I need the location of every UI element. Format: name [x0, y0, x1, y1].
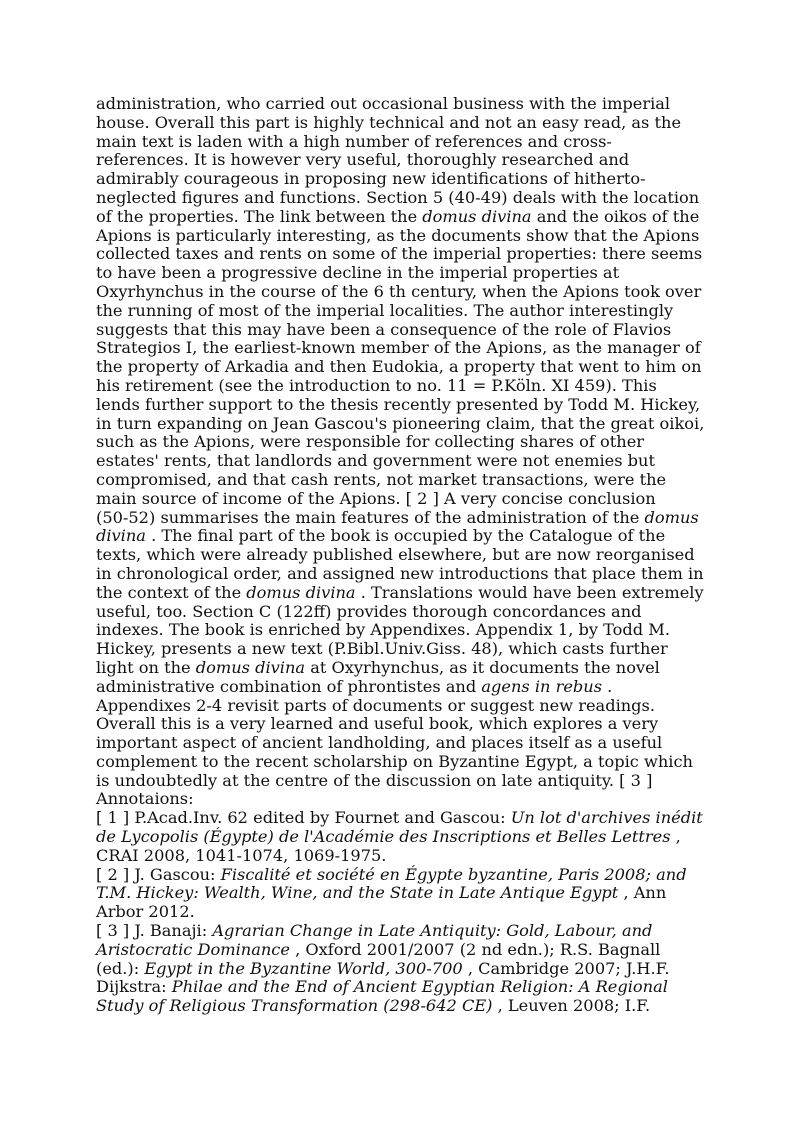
text-line	[96, 978, 708, 997]
body-text: main text is laden with a high number of references and cross-	[96, 131, 612, 151]
body-text: Appendixes 2-4 revisit parts of documents or suggest new readings.	[96, 695, 655, 715]
body-text: Annotaions:	[96, 789, 194, 809]
body-text: . Translations would have been extremely	[355, 582, 704, 602]
body-text: , Leuven 2008; I.F.	[492, 996, 651, 1016]
body-text: administration, who carried out occasional business with the imperial	[96, 94, 671, 113]
italic-text: de Lycopolis (Égypte) de l'Académie des Inscriptions et Belles Lettres	[96, 827, 671, 847]
text-line	[96, 866, 708, 885]
italic-text: domus divina	[195, 657, 306, 677]
text-line	[96, 452, 708, 471]
body-text: [ 2 ] J. Gascou:	[96, 864, 221, 884]
body-text: the property of Arkadia and then Eudokia, a property that went to him on	[96, 357, 702, 377]
text-line	[96, 339, 708, 358]
body-text: useful, too. Section C (122ff) provides thorough concordances and	[96, 601, 642, 621]
text-line	[96, 715, 708, 734]
body-text: Dijkstra:	[96, 977, 172, 997]
italic-text: Fiscalité et société en Égypte byzantine, Paris 2008; and	[220, 864, 687, 884]
text-line	[96, 678, 708, 697]
text-line	[96, 884, 708, 903]
text-line	[96, 941, 708, 960]
body-text: suggests that this may have been a consequence of the role of Flavios	[96, 319, 672, 339]
document-page	[96, 95, 708, 1016]
text-line	[96, 847, 708, 866]
text-line	[96, 509, 708, 528]
body-text: Arbor 2012.	[96, 902, 195, 922]
body-text: (50-52) summarises the main features of the administration of the	[96, 507, 645, 527]
text-line	[96, 377, 708, 396]
text-line	[96, 490, 708, 509]
text-line	[96, 133, 708, 152]
italic-text: domus divina	[246, 582, 356, 602]
text-line	[96, 189, 708, 208]
body-text: light on the	[96, 657, 196, 677]
body-text: main source of income of the Apions. [ 2 ] A very concise conclusion	[96, 488, 656, 508]
body-text: , Ann	[618, 883, 667, 903]
body-text: the running of most of the imperial localities. The author interestingly	[96, 300, 674, 320]
text-line	[96, 471, 708, 490]
body-text: [ 3 ] J. Banaji:	[96, 921, 213, 941]
text-line	[96, 603, 708, 622]
body-text: complement to the recent scholarship on Byzantine Egypt, a topic which	[96, 751, 693, 771]
text-line	[96, 960, 708, 979]
body-text: ,	[670, 827, 681, 847]
body-text: (ed.):	[96, 958, 145, 978]
body-text: at Oxyrhynchus, as it documents the novel	[305, 657, 660, 677]
text-line	[96, 283, 708, 302]
body-text: . The final part of the book is occupied by the Catalogue of the	[145, 526, 666, 546]
body-text: , Cambridge 2007; J.H.F.	[462, 958, 670, 978]
text-line	[96, 997, 708, 1016]
body-text: , Oxford 2001/2007 (2 nd edn.); R.S. Bagnall	[289, 939, 661, 959]
text-line	[96, 584, 708, 603]
text-line	[96, 565, 708, 584]
body-text: Overall this is a very learned and useful book, which explores a very	[96, 714, 659, 734]
text-line	[96, 170, 708, 189]
text-line	[96, 114, 708, 133]
text-line	[96, 95, 708, 114]
text-line	[96, 546, 708, 565]
body-text: is undoubtedly at the centre of the discussion on late antiquity. [ 3 ]	[96, 770, 653, 790]
text-line	[96, 697, 708, 716]
text-line	[96, 753, 708, 772]
italic-text: domus divina	[422, 206, 532, 226]
text-line	[96, 321, 708, 340]
body-text: [ 1 ] P.Acad.Inv. 62 edited by Fournet and Gascou:	[96, 808, 511, 828]
text-line	[96, 151, 708, 170]
text-line	[96, 790, 708, 809]
body-text: admirably courageous in proposing new identifications of hitherto-	[96, 169, 646, 189]
text-line	[96, 828, 708, 847]
italic-text: Philae and the End of Ancient Egyptian Religion: A Regional	[171, 977, 668, 997]
body-text: to have been a progressive decline in the imperial properties at	[96, 263, 620, 283]
body-text: lends further support to the thesis recently presented by Todd M. Hickey,	[96, 394, 701, 414]
text-line	[96, 922, 708, 941]
body-text: Apions is particularly interesting, as the documents show that the Apions	[96, 225, 700, 245]
italic-text: divina	[96, 526, 146, 546]
body-text: important aspect of ancient landholding, and places itself as a useful	[96, 733, 663, 753]
body-text: of the properties. The link between the	[96, 206, 423, 226]
italic-text: T.M. Hickey: Wealth, Wine, and the State in Late Antique Egypt	[96, 883, 619, 903]
body-text: house. Overall this part is highly technical and not an easy read, as the	[96, 112, 682, 132]
text-line	[96, 621, 708, 640]
text-line	[96, 227, 708, 246]
text-line	[96, 903, 708, 922]
body-text: and the oikos of the	[531, 206, 700, 226]
body-text: Hickey, presents a new text (P.Bibl.Univ.Giss. 48), which casts further	[96, 639, 668, 659]
body-text: in chronological order, and assigned new introductions that place them in	[96, 563, 704, 583]
body-text: such as the Apions, were responsible for collecting shares of other	[96, 432, 645, 452]
body-text: estates' rents, that landlords and government were not enemies but	[96, 451, 655, 471]
body-text: in turn expanding on Jean Gascou's pioneering claim, that the great oikoi,	[96, 413, 705, 433]
italic-text: Study of Religious Transformation (298-642 CE)	[96, 996, 493, 1016]
text-line	[96, 302, 708, 321]
body-text: his retirement (see the introduction to no. 11 = P.Köln. XI 459). This	[96, 375, 657, 395]
body-text: CRAI 2008, 1041-1074, 1069-1975.	[96, 845, 387, 865]
text-line	[96, 640, 708, 659]
text-line	[96, 245, 708, 264]
body-text: Strategios I, the earliest-known member of the Apions, as the manager of	[96, 338, 701, 358]
body-text: texts, which were already published elsewhere, but are now reorganised	[96, 545, 695, 565]
body-text: compromised, and that cash rents, not market transactions, were the	[96, 469, 667, 489]
text-line	[96, 208, 708, 227]
body-text: Oxyrhynchus in the course of the 6 th century, when the Apions took over	[96, 281, 702, 301]
body-text: collected taxes and rents on some of the imperial properties: there seems	[96, 244, 703, 264]
text-line	[96, 809, 708, 828]
text-line	[96, 358, 708, 377]
body-text: the context of the	[96, 582, 247, 602]
body-text: references. It is however very useful, thoroughly researched and	[96, 150, 630, 170]
body-text: .	[602, 676, 613, 696]
text-line	[96, 734, 708, 753]
text-line	[96, 433, 708, 452]
text-line	[96, 415, 708, 434]
text-line	[96, 527, 708, 546]
body-text: administrative combination of phrontistes and	[96, 676, 482, 696]
italic-text: Egypt in the Byzantine World, 300-700	[144, 958, 463, 978]
italic-text: agens in rebus	[481, 676, 603, 696]
italic-text: Agrarian Change in Late Antiquity: Gold, Labour, and	[212, 921, 653, 941]
text-line	[96, 396, 708, 415]
italic-text: domus	[644, 507, 699, 527]
text-line	[96, 264, 708, 283]
body-text: indexes. The book is enriched by Appendixes. Appendix 1, by Todd M.	[96, 620, 671, 640]
italic-text: Un lot d'archives inédit	[510, 808, 703, 828]
italic-text: Aristocratic Dominance	[96, 939, 290, 959]
body-text: neglected figures and functions. Section 5 (40-49) deals with the location	[96, 187, 700, 207]
text-line	[96, 659, 708, 678]
text-line	[96, 772, 708, 791]
